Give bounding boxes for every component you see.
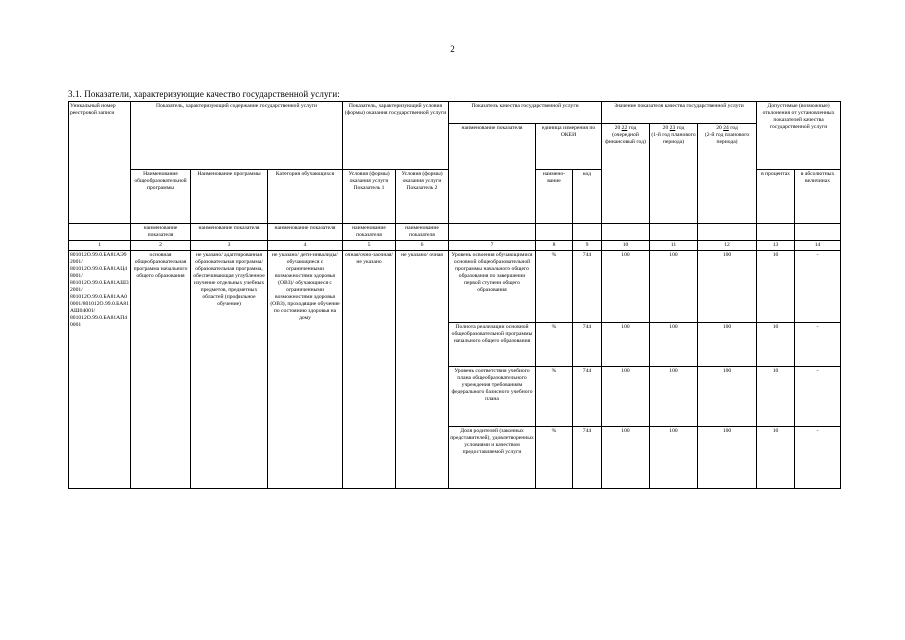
- column-number: 6: [396, 240, 449, 250]
- unit-name: %: [536, 426, 573, 488]
- indicator-name: Полнота реализации основной общеобразовательной программы начального общего образования: [449, 322, 536, 366]
- subheader-form-2: Условия (формы) оказания услуги Показатель 2: [396, 170, 449, 224]
- column-numbers-row: [69, 240, 841, 250]
- unit-code: 744: [573, 250, 602, 322]
- header-unit-okei: единица измерения по ОКЕИ: [536, 124, 602, 170]
- header-conditions-indicator: Показатель, характеризующий условия (формы) оказания государственной услуги: [343, 102, 449, 170]
- indicator-name-label: наименование показателя: [396, 224, 449, 241]
- indicator-name-label: наименование показателя: [131, 224, 191, 241]
- column-number: 5: [343, 240, 396, 250]
- page-number: 2: [450, 44, 455, 54]
- column-number: 2: [131, 240, 191, 250]
- deviation-absolute: -: [795, 322, 841, 366]
- program-name-cell: не указано/ адаптированная образовательная программа/ образовательная программа, обеспечивающая углубленное изучение отдельных учебных предметов, предметных областей (профильное обучение): [191, 250, 268, 488]
- column-number: 9: [573, 240, 602, 250]
- subheader-program-name: Наименование программы: [191, 170, 268, 224]
- column-number: 1: [69, 240, 131, 250]
- header-content-indicator: Показатель, характеризующий содержание государственной услуги: [131, 102, 343, 170]
- value-year-1: 100: [602, 250, 650, 322]
- value-year-1: 100: [602, 322, 650, 366]
- indicator-name-label: наименование показателя: [191, 224, 268, 241]
- indicator-name-label: наименование показателя: [268, 224, 343, 241]
- column-number: 13: [757, 240, 795, 250]
- header-year-1: 20 22 год (очередной финансовый год): [602, 124, 650, 224]
- header-year-2: 20 23 год (1-й год планового периода): [650, 124, 698, 224]
- category-cell: не указано/ дети-инвалиды/обучающиеся с ограниченными возможностями здоровья (ОВЗ)/ обучающиеся с ограниченными возможностями здоровья (ОВЗ), проходящие обучение по состоянию здоровья на дому: [268, 250, 343, 488]
- indicator-name-label: [69, 224, 131, 241]
- header-unit-name: наимено-вание: [536, 170, 573, 224]
- registry-numbers: 801012О.99.0.БА81АЭ92001/ 801012О.99.0.БА81АЦ48001/ 801012О.99.0.БА81АШ32001/ 801012О.99.0.БА81АА00001/801012О.99.0.БА81АШ04001/ 801012О.99.0.БА81АП40001: [69, 250, 131, 488]
- header-deviation-percent: в процентах: [757, 170, 795, 224]
- deviation-absolute: -: [795, 366, 841, 426]
- header-unit-code: код: [573, 170, 602, 224]
- value-year-3: 100: [698, 250, 757, 322]
- unit-code: 744: [573, 366, 602, 426]
- header-quality-value: Значение показателя качества государственной услуги: [602, 102, 757, 124]
- form-2-cell: не указано/ очная: [396, 250, 449, 488]
- column-number: 3: [191, 240, 268, 250]
- column-number: 14: [795, 240, 841, 250]
- table-row: [69, 250, 841, 322]
- deviation-absolute: -: [795, 426, 841, 488]
- value-year-3: 100: [698, 426, 757, 488]
- header-deviation-absolute: в абсолютных величинах: [795, 170, 841, 224]
- header-year-3: 20 24 год (2-й год планового периода): [698, 124, 757, 224]
- value-year-3: 100: [698, 366, 757, 426]
- unit-name: %: [536, 322, 573, 366]
- value-year-1: 100: [602, 366, 650, 426]
- indicator-name: Уровень соответствия учебного плана общеобразовательного учреждения требованиям федерального базисного учебного плана: [449, 366, 536, 426]
- value-year-3: 100: [698, 322, 757, 366]
- indicator-name-label: наименование показателя: [343, 224, 396, 241]
- value-year-2: 100: [650, 366, 698, 426]
- unit-name: %: [536, 250, 573, 322]
- unit-name: %: [536, 366, 573, 426]
- header-quality-indicator: Показатель качества государственной услуги: [449, 102, 602, 124]
- deviation-percent: 10: [757, 322, 795, 366]
- value-year-2: 100: [650, 250, 698, 322]
- deviation-percent: 10: [757, 426, 795, 488]
- column-number: 7: [449, 240, 536, 250]
- header-registry-number: Уникальный номер реестровой записи: [69, 102, 131, 224]
- value-year-2: 100: [650, 426, 698, 488]
- header-allowed-deviations: Допустимые (возможные) отклонения от установленных показателей качества государственной услуги: [757, 102, 841, 170]
- column-number: 10: [602, 240, 650, 250]
- deviation-percent: 10: [757, 250, 795, 322]
- unit-code: 744: [573, 322, 602, 366]
- unit-code: 744: [573, 426, 602, 488]
- deviation-percent: 10: [757, 366, 795, 426]
- section-title: 3.1. Показатели, характеризующие качество государственной услуги:: [68, 89, 340, 99]
- subheader-category: Категория обучающихся: [268, 170, 343, 224]
- column-number: 12: [698, 240, 757, 250]
- value-year-2: 100: [650, 322, 698, 366]
- deviation-absolute: -: [795, 250, 841, 322]
- quality-indicators-table: [68, 101, 841, 489]
- header-quality-name: наименование показателя: [449, 124, 536, 224]
- form-1-cell: очная/очно-заочная/ не указано: [343, 250, 396, 488]
- subheader-form-1: Условия (формы) оказания услуги Показатель 1: [343, 170, 396, 224]
- column-number: 4: [268, 240, 343, 250]
- subheader-program: Наименование общеобразовательной программы: [131, 170, 191, 224]
- indicator-name: Доля родителей (законных представителей), удовлетворенных условиями и качеством предоставляемой услуги: [449, 426, 536, 488]
- indicator-name: Уровень освоения обучающимися основной общеобразовательной программы начального общего образования по завершении первой ступени общего образования: [449, 250, 536, 322]
- program-cell: основная общеобразовательная программа начального общего образования: [131, 250, 191, 488]
- column-number: 11: [650, 240, 698, 250]
- value-year-1: 100: [602, 426, 650, 488]
- column-number: 8: [536, 240, 573, 250]
